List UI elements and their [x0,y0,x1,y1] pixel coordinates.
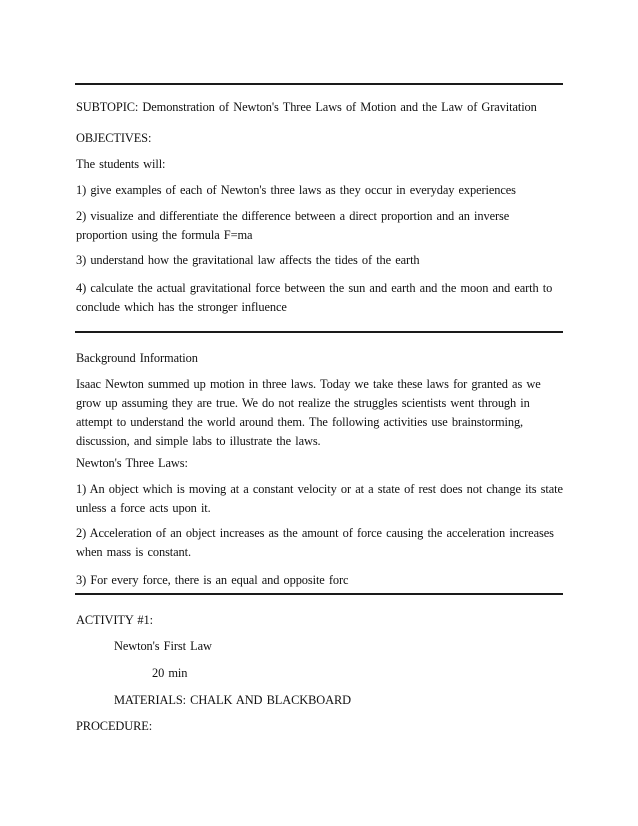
background-paragraph [76,375,562,451]
objective-item-2-line-2: proportion using the formula F=ma [76,228,253,242]
objectives-intro: The students will: [76,157,166,171]
background-paragraph-line-2: grow up assuming they are true. We do not realize the struggles scientists went through in [76,396,530,410]
background-paragraph-line-4: discussion, and simple labs to illustrate the laws. [76,434,321,448]
objective-item-3: 3) understand how the gravitational law affects the tides of the earth [76,253,420,267]
objectives-heading: OBJECTIVES: [76,131,152,145]
objective-item-4-line-1: 4) calculate the actual gravitational force between the sun and earth and the moon and earth to [76,281,553,295]
background-paragraph-line-1: Isaac Newton summed up motion in three laws. Today we take these laws for granted as we [76,377,541,391]
background-heading: Background Information [76,351,198,365]
objective-item-1: 1) give examples of each of Newton's three laws as they occur in everyday experiences [76,183,516,197]
objective-item-4-line-2: conclude which has the stronger influence [76,300,287,314]
subtopic-line: SUBTOPIC: Demonstration of Newton's Three Laws of Motion and the Law of Gravitation [76,100,537,114]
law-item-1-line-1: 1) An object which is moving at a constant velocity or at a state of rest does not change its state [76,482,563,496]
law-item-2-line-2: when mass is constant. [76,545,191,559]
objective-item-2 [76,207,562,245]
horizontal-rule [75,331,563,333]
activity-title: Newton's First Law [114,639,212,653]
law-item-2-line-1: 2) Acceleration of an object increases as the amount of force causing the acceleration increases [76,526,554,540]
laws-heading: Newton's Three Laws: [76,456,188,470]
objective-item-2-line-1: 2) visualize and differentiate the difference between a direct proportion and an inverse [76,209,510,223]
law-item-1-line-2: unless a force acts upon it. [76,501,211,515]
horizontal-rule [75,83,563,85]
horizontal-rule [75,593,563,595]
activity-heading: ACTIVITY #1: [76,613,153,627]
activity-duration: 20 min [152,666,188,680]
activity-materials: MATERIALS: CHALK AND BLACKBOARD [114,693,351,707]
procedure-heading: PROCEDURE: [76,719,153,733]
objective-item-4 [76,279,562,317]
law-item-2 [76,524,562,562]
background-paragraph-line-3: attempt to understand the world around them. The following activities use brainstorming, [76,415,524,429]
law-item-1 [76,480,562,518]
law-item-3: 3) For every force, there is an equal and opposite forc [76,573,349,587]
